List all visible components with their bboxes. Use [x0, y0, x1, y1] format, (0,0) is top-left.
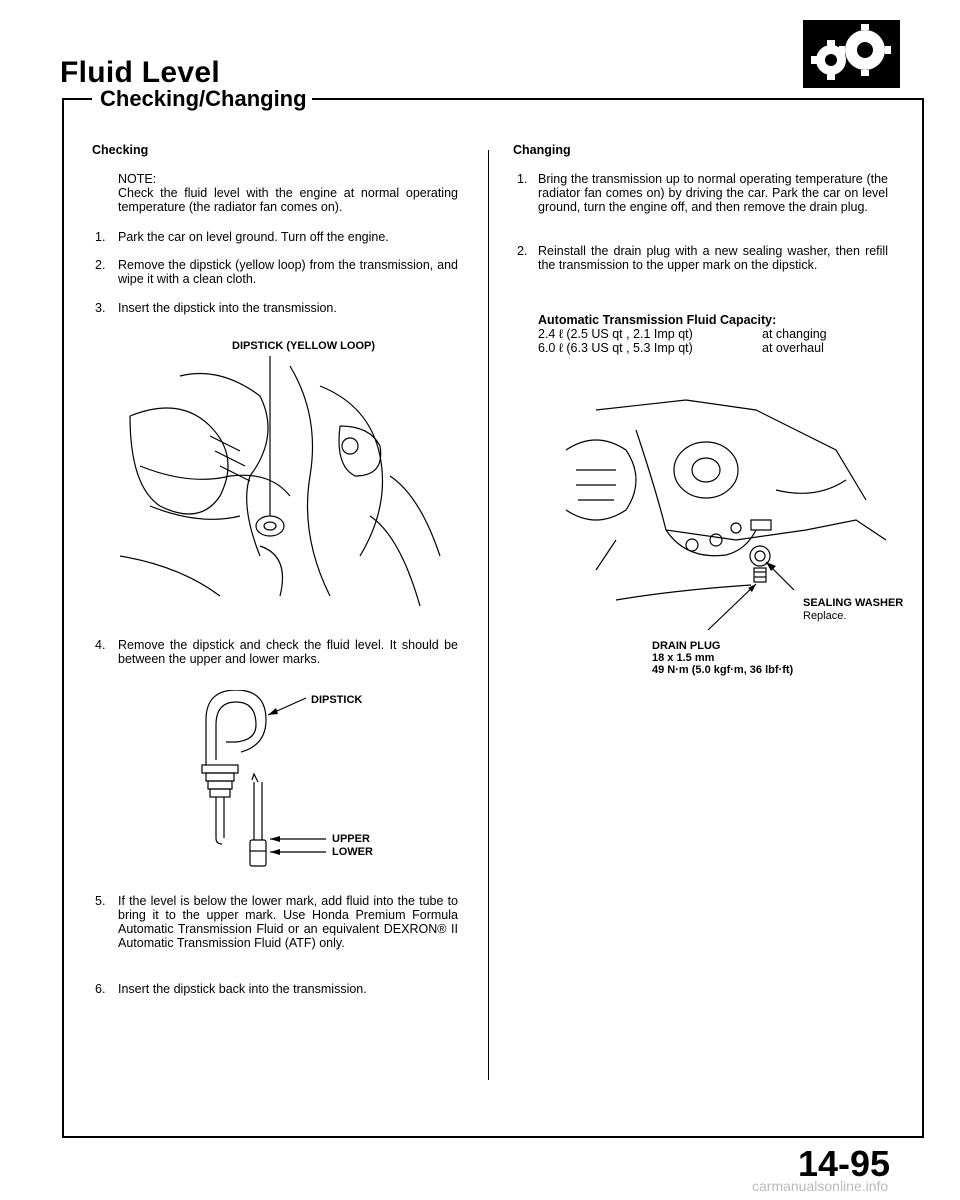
capacity-heading: Automatic Transmission Fluid Capacity:: [538, 313, 777, 327]
upper-mark-label: UPPER: [332, 833, 370, 845]
step-text: If the level is below the lower mark, add fluid into the tube to bring it to the upper mark. Use Honda Premium Formula Automatic Transmission Fluid or an equivalent DEXRON® II Automatic Transmission Fluid (ATF) only.: [118, 894, 458, 950]
step-text: Bring the transmission up to normal operating temperature (the radiator fan comes on) by driving the car. Park the car on level ground, turn the engine off, and then remove the drain plug.: [538, 172, 888, 214]
note-label: NOTE:: [118, 172, 157, 186]
watermark: carmanualsonline.info: [752, 1178, 889, 1194]
step-number: 1.: [95, 230, 106, 244]
step-text: Insert the dipstick into the transmission.: [118, 301, 337, 315]
step-text: Park the car on level ground. Turn off the engine.: [118, 230, 389, 244]
column-divider: [488, 150, 489, 1080]
transmission-gears-icon: [803, 20, 900, 88]
lower-mark-label: LOWER: [332, 846, 373, 858]
drain-plug-size: 18 x 1.5 mm: [652, 652, 715, 664]
step-text: Remove the dipstick (yellow loop) from the transmission, and wipe it with a clean cloth.: [118, 258, 458, 286]
engine-bay-illustration: [120, 356, 450, 616]
frame-right: [922, 98, 924, 1138]
drain-plug-label: DRAIN PLUG: [652, 640, 721, 652]
step-number: 5.: [95, 894, 106, 908]
dipstick-label: DIPSTICK: [311, 694, 363, 706]
step-number: 2.: [95, 258, 106, 272]
frame-top-right: [312, 98, 924, 100]
capacity-when: at overhaul: [762, 341, 824, 355]
capacity-amount: 6.0 ℓ (6.3 US qt , 5.3 Imp qt): [538, 341, 693, 355]
step-number: 2.: [517, 244, 528, 258]
checking-heading: Checking: [92, 143, 149, 157]
note-text: Check the fluid level with the engine at normal operating temperature (the radiator fan comes on).: [118, 186, 458, 214]
step-number: 3.: [95, 301, 106, 315]
sealing-washer-label: SEALING WASHER: [803, 597, 904, 609]
changing-heading: Changing: [513, 143, 571, 157]
dipstick-yellow-loop-label: DIPSTICK (YELLOW LOOP): [232, 340, 375, 352]
capacity-amount: 2.4 ℓ (2.5 US qt , 2.1 Imp qt): [538, 327, 693, 341]
sealing-washer-note: Replace.: [803, 610, 847, 622]
frame-top-left: [62, 98, 92, 100]
dipstick-illustration: [196, 690, 416, 870]
capacity-when: at changing: [762, 327, 827, 341]
step-text: Remove the dipstick and check the fluid level. It should be between the upper and lower marks.: [118, 638, 458, 666]
drain-plug-torque: 49 N·m (5.0 kgf·m, 36 lbf·ft): [652, 664, 794, 676]
step-number: 6.: [95, 982, 106, 996]
step-text: Reinstall the drain plug with a new sealing washer, then refill the transmission to the upper mark on the dipstick.: [538, 244, 888, 272]
frame-left: [62, 98, 64, 1138]
step-number: 4.: [95, 638, 106, 652]
page-number: 14-95: [798, 1143, 891, 1184]
section-subtitle: Checking/Changing: [100, 86, 307, 111]
step-text: Insert the dipstick back into the transmission.: [118, 982, 367, 996]
frame-bottom: [62, 1136, 924, 1138]
page-title: Fluid Level: [60, 56, 220, 89]
step-number: 1.: [517, 172, 528, 186]
